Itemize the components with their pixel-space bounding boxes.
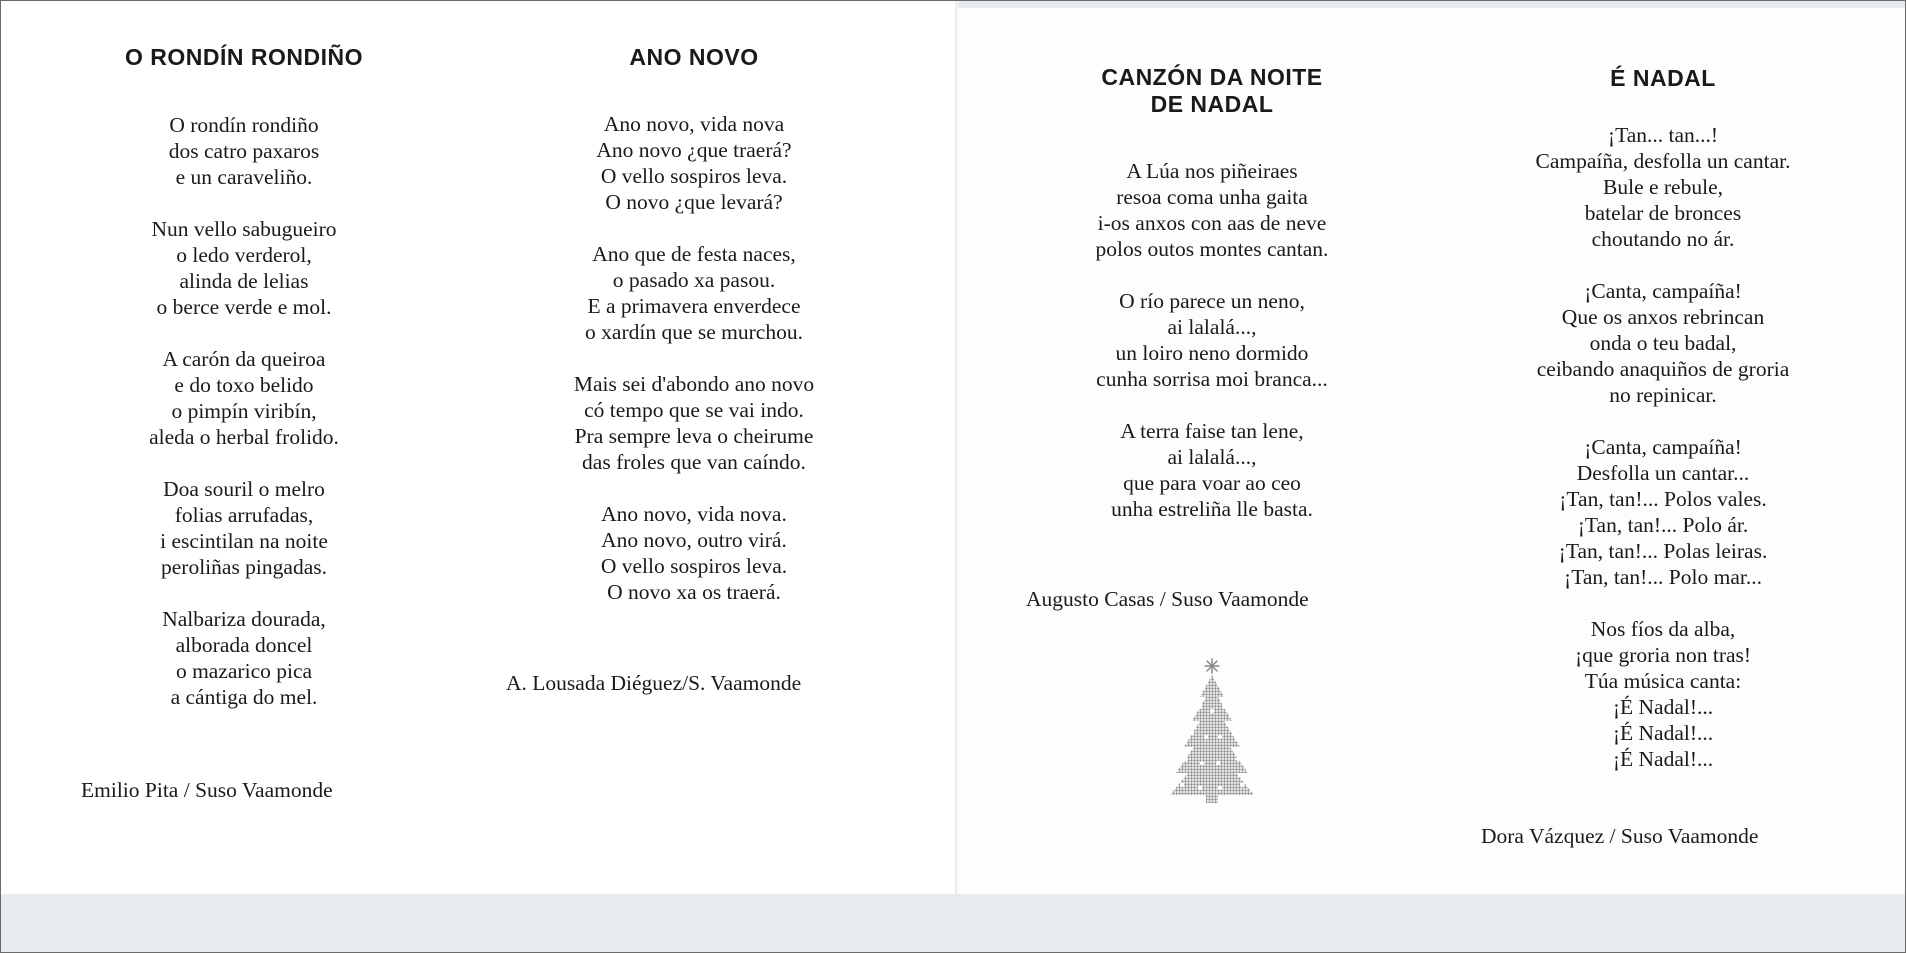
stanza <box>74 476 414 580</box>
verse: Desfolla un cantar... <box>1576 461 1750 485</box>
verse: onda o teu badal, <box>1589 331 1737 355</box>
verse: Nalbariza dourada, <box>162 607 326 631</box>
verse: e do toxo belido <box>174 373 314 397</box>
verse: Campaíña, desfolla un cantar. <box>1535 149 1791 173</box>
poem-author: Emilio Pita / Suso Vaamonde <box>81 778 333 802</box>
verse: a cántiga do mel. <box>170 685 318 709</box>
verse: A carón da queiroa <box>162 347 326 371</box>
verse: Ano novo, outro virá. <box>601 528 787 552</box>
scan-background <box>0 894 1906 953</box>
stanza <box>1493 122 1833 252</box>
verse: ¡Tan, tan!... Polas leiras. <box>1558 539 1768 563</box>
verse: Bule e rebule, <box>1603 175 1723 199</box>
stanza <box>74 346 414 450</box>
poem-title-line: DE NADAL <box>1150 91 1274 117</box>
stanza <box>1493 616 1833 772</box>
verse: Túa música canta: <box>1584 669 1742 693</box>
poem-o-rondin-rondino <box>74 44 414 710</box>
verse: alborada doncel <box>175 633 313 657</box>
verse: Nos fíos da alba, <box>1590 617 1736 641</box>
stanza <box>1042 288 1382 392</box>
poem-ano-novo <box>524 44 864 605</box>
verse: e un caraveliño. <box>175 165 313 189</box>
verse: que para voar ao ceo <box>1123 471 1301 495</box>
poem-title-line: CANZÓN DA NOITE <box>1101 64 1323 90</box>
verse: O novo xa os traerá. <box>607 580 781 604</box>
verse: E a primavera enverdece <box>587 294 801 318</box>
verse: cunha sorrisa moi branca... <box>1096 367 1328 391</box>
stanza <box>524 371 864 475</box>
verse: unha estreliña lle basta. <box>1111 497 1313 521</box>
stanza <box>1493 434 1833 590</box>
verse: un loiro neno dormido <box>1115 341 1309 365</box>
verse: alinda de lelias <box>179 269 309 293</box>
verse: ¡É Nadal!... <box>1612 747 1714 771</box>
verse: aleda o herbal frolido. <box>149 425 339 449</box>
stanza <box>74 112 414 190</box>
verse: ¡Canta, campaíña! <box>1584 279 1742 303</box>
verse: ¡Tan... tan...! <box>1607 123 1719 147</box>
verse: batelar de bronces <box>1584 201 1742 225</box>
verse: peroliñas pingadas. <box>161 555 327 579</box>
stanza <box>1493 278 1833 408</box>
stanza <box>74 216 414 320</box>
verse: o berce verde e mol. <box>156 295 332 319</box>
verse: i escintilan na noite <box>160 529 328 553</box>
stanza <box>1042 418 1382 522</box>
verse: ¡É Nadal!... <box>1612 721 1714 745</box>
verse: O novo ¿que levará? <box>605 190 783 214</box>
stanza <box>524 111 864 215</box>
verse: i-os anxos con aas de neve <box>1097 211 1327 235</box>
verse: Nun vello sabugueiro <box>151 217 337 241</box>
verse: O rondín rondiño <box>169 113 319 137</box>
poem-author: Augusto Casas / Suso Vaamonde <box>1026 587 1309 611</box>
verse: choutando no ár. <box>1591 227 1735 251</box>
verse: Doa souril o melro <box>163 477 325 501</box>
verse: O vello sospiros leva. <box>600 164 788 188</box>
verse: no repinicar. <box>1609 383 1717 407</box>
verse: o mazarico pica <box>175 659 313 683</box>
verse: o pasado xa pasou. <box>612 268 776 292</box>
poem-canzon-da-noite-de-nadal <box>1042 64 1382 522</box>
verse: Que os anxos rebrincan <box>1561 305 1765 329</box>
verse: ¡Canta, campaíña! <box>1584 435 1742 459</box>
verse: ¡Tan, tan!... Polos vales. <box>1559 487 1767 511</box>
poem-title: É NADAL <box>1610 65 1716 91</box>
verse: O río parece un neno, <box>1119 289 1305 313</box>
verse: ¡Tan, tan!... Polo ár. <box>1577 513 1749 537</box>
verse: Pra sempre leva o cheirume <box>574 424 814 448</box>
verse: o xardín que se murchou. <box>585 320 803 344</box>
stanza <box>74 606 414 710</box>
verse: o ledo verderol, <box>176 243 312 267</box>
verse: ceibando anaquiños de groria <box>1536 357 1790 381</box>
verse: có tempo que se vai indo. <box>584 398 804 422</box>
poem-title <box>1042 64 1382 118</box>
verse: folias arrufadas, <box>174 503 314 527</box>
verse: O vello sospiros leva. <box>600 554 788 578</box>
stanza <box>1042 158 1382 262</box>
verse: ¡que groria non tras! <box>1574 643 1752 667</box>
christmas-tree-icon <box>1148 657 1276 803</box>
verse: Ano novo, vida nova <box>603 112 785 136</box>
verse: ¡Tan, tan!... Polo mar... <box>1564 565 1762 589</box>
verse: resoa coma unha gaita <box>1116 185 1308 209</box>
verse: das froles que van caíndo. <box>582 450 806 474</box>
verse: ai lalalá..., <box>1167 445 1257 469</box>
poem-author: Dora Vázquez / Suso Vaamonde <box>1481 824 1759 848</box>
verse: dos catro paxaros <box>168 139 320 163</box>
verse: polos outos montes cantan. <box>1095 237 1329 261</box>
verse: A Lúa nos piñeiraes <box>1126 159 1298 183</box>
poem-e-nadal <box>1493 65 1833 772</box>
stanza <box>524 241 864 345</box>
verse: Ano novo ¿que traerá? <box>596 138 792 162</box>
verse: o pimpín viribín, <box>171 399 317 423</box>
verse: Mais sei d'abondo ano novo <box>573 372 815 396</box>
stanza <box>524 501 864 605</box>
verse: ai lalalá..., <box>1167 315 1257 339</box>
verse: Ano novo, vida nova. <box>601 502 787 526</box>
poem-author: A. Lousada Diéguez/S. Vaamonde <box>506 671 802 695</box>
verse: A terra faise tan lene, <box>1120 419 1304 443</box>
poem-title: O RONDÍN RONDIÑO <box>125 44 363 70</box>
verse: Ano que de festa naces, <box>592 242 796 266</box>
poem-title: ANO NOVO <box>629 44 759 70</box>
verse: ¡É Nadal!... <box>1612 695 1714 719</box>
